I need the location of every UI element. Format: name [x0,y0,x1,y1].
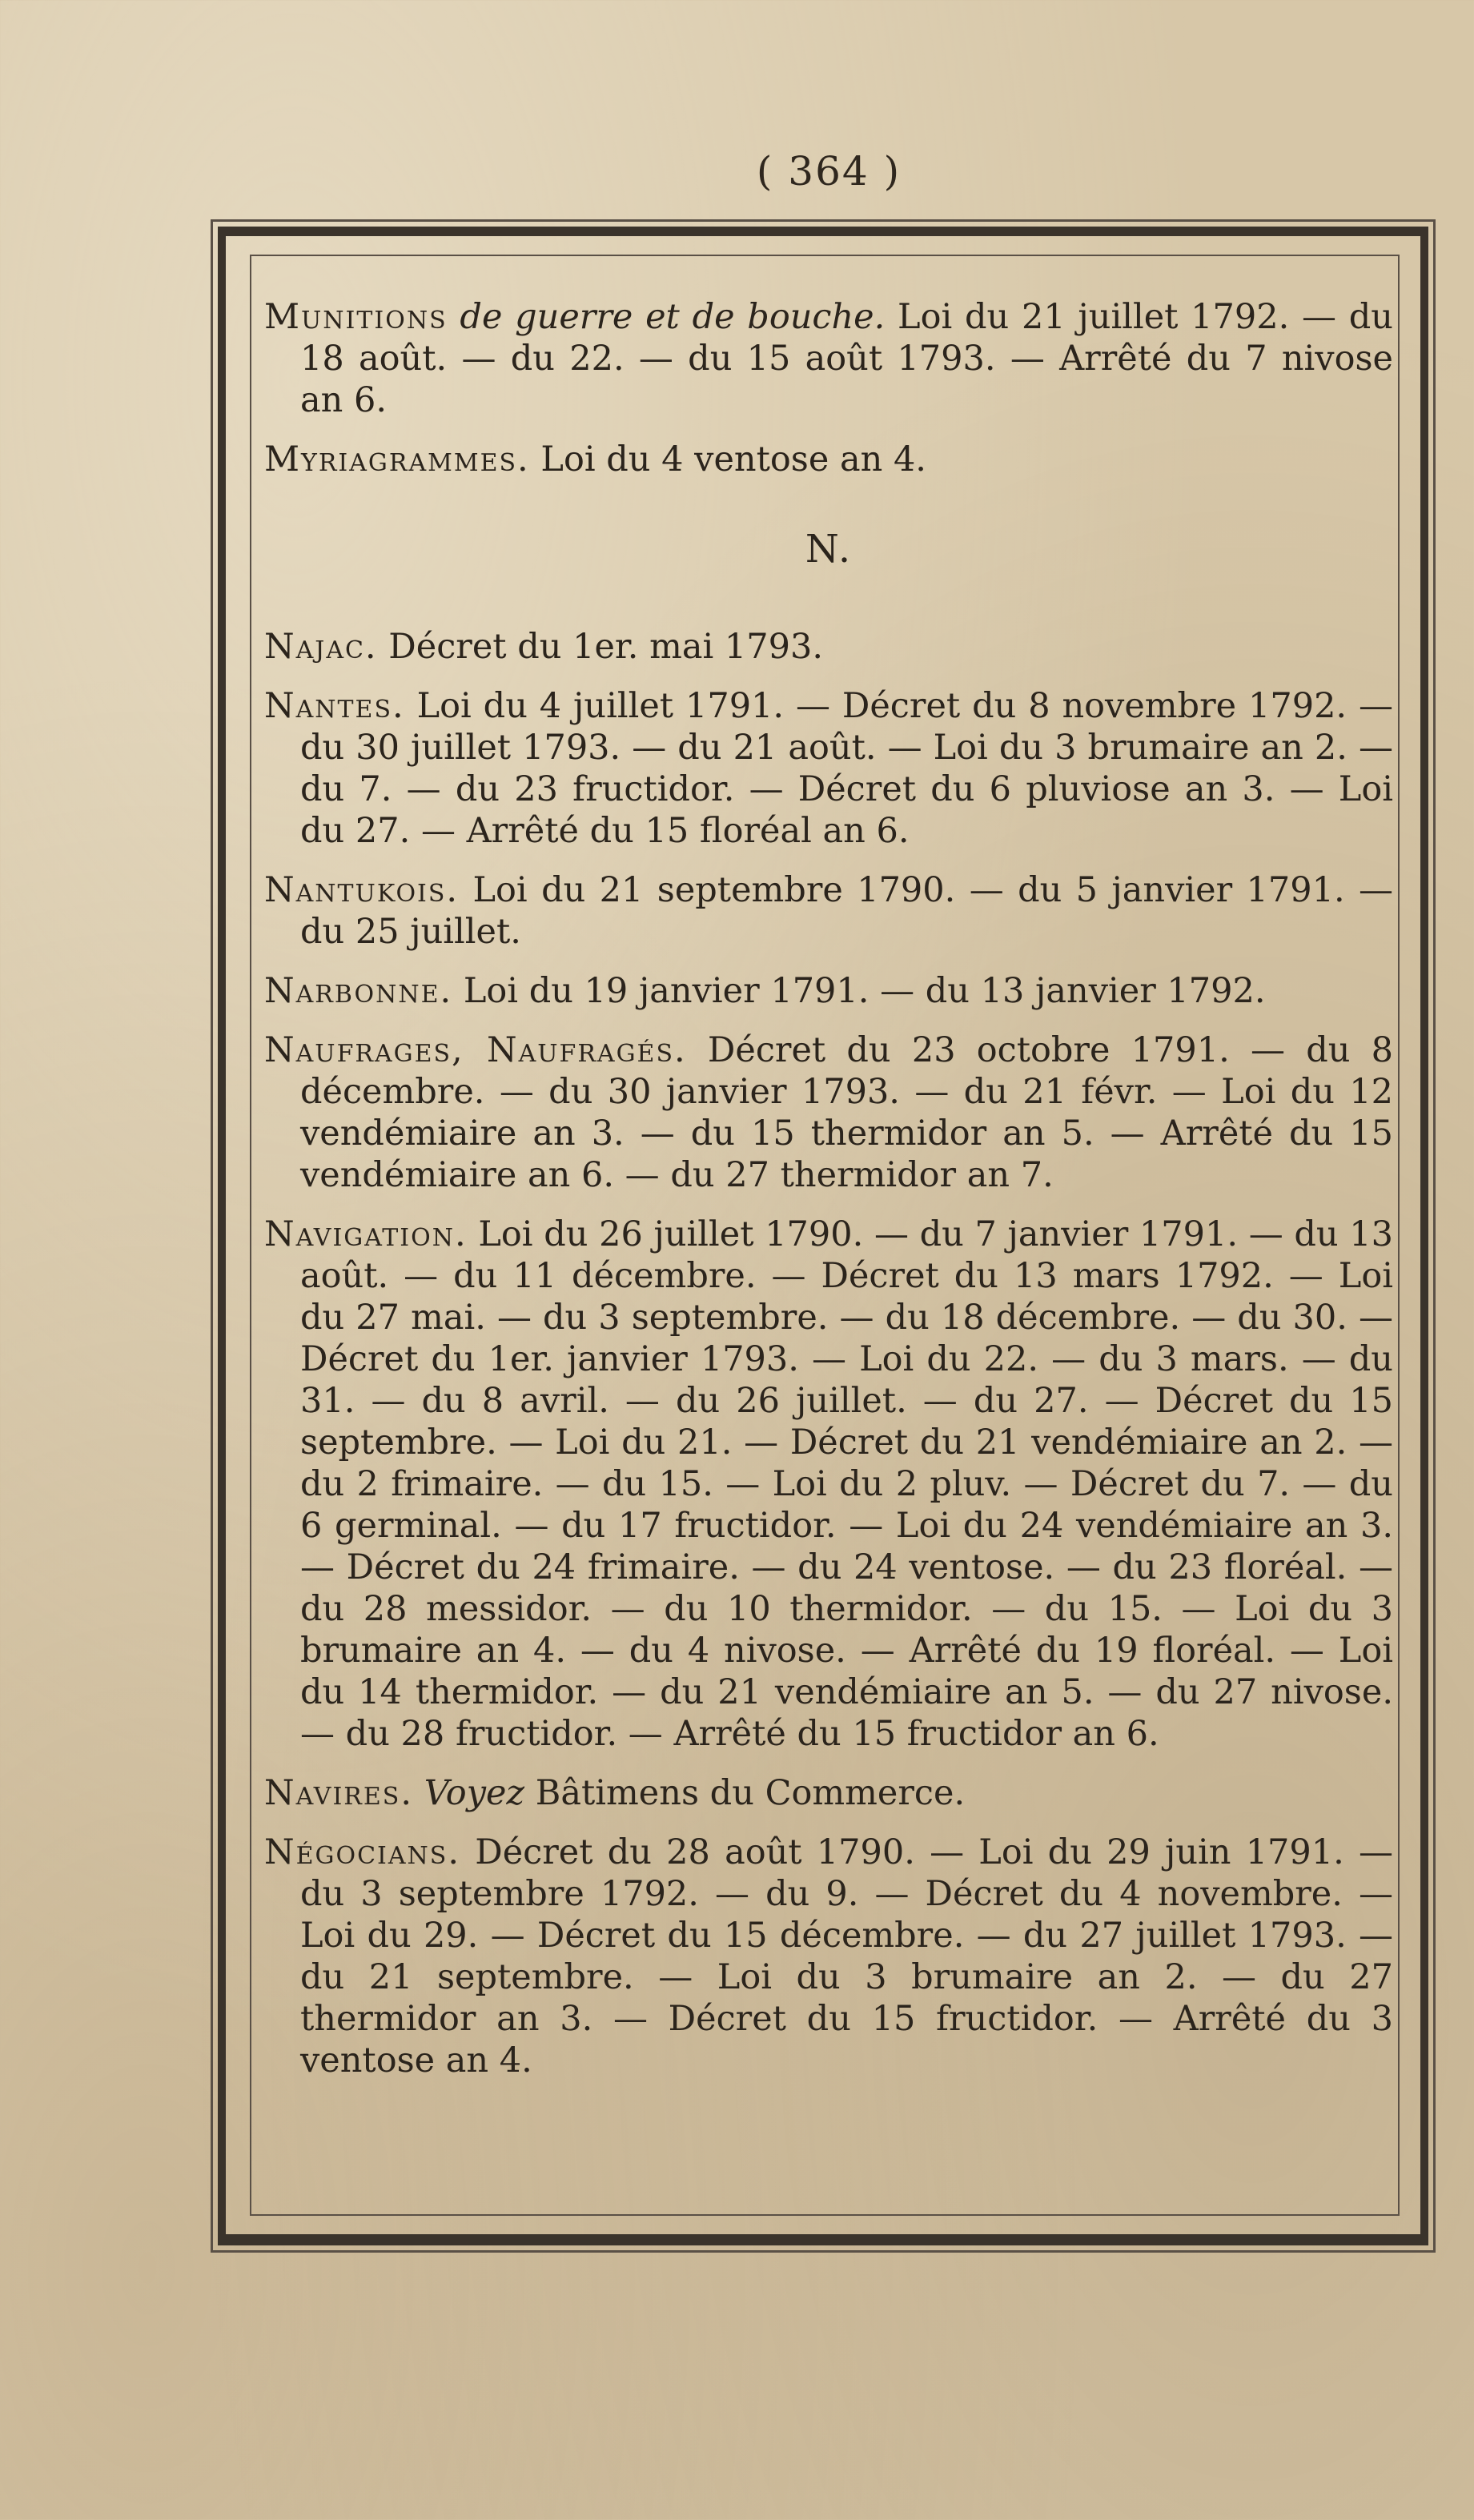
entry-heading: Navigation. [264,1214,468,1254]
entry-italic: de guerre et de bouche. [447,297,886,337]
entry-references: Loi du 4 juillet 1791. — Décret du 8 novembre 1792. — du 30 juillet 1793. — du 21 août. — Loi du 3 brumaire an 2. — du 7. — du 23 fructidor. — Décret du 6 pluviose an 3. — Loi du 27. — Arrêté du 15 floréal an 6. [300,686,1393,851]
index-entry-navigation [264,1214,1393,1755]
index-entry-nantes [264,685,1393,852]
entry-heading: Naufrages, Naufragés. [264,1030,687,1070]
index-entry-najac [264,626,1393,668]
page-number: ( 364 ) [756,148,902,195]
index-entry-negocians [264,1832,1393,2081]
index-entry-naufrages [264,1029,1393,1196]
section-letter: N. [805,527,853,572]
entry-heading: Myriagrammes. [264,439,530,480]
index-content [264,296,1393,2099]
entry-references: Loi du 26 juillet 1790. — du 7 janvier 1791. — du 13 août. — du 11 décembre. — Décret du 13 mars 1792. — Loi du 27 mai. — du 3 septembre. — du 18 décembre. — du 30. — Décret du 1er. janvier 1793. — Loi du 22. — du 3 mars. — du 31. — du 8 avril. — du 26 juillet. — du 27. — Décret du 15 septembre. — Loi du 21. — Décret du 21 vendémiaire an 2. — du 2 frimaire. — du 15. — Loi du 2 pluv. — Décret du 7. — du 6 germinal. — du 17 fructidor. — Loi du 24 vendémiaire an 3. — Décret du 24 frimaire. — du 24 ventose. — du 23 floréal. — du 28 messidor. — du 10 thermidor. — du 15. — Loi du 3 brumaire an 4. — du 4 nivose. — Arrêté du 19 floréal. — Loi du 14 thermidor. — du 21 vendémiaire an 5. — du 27 nivose. — du 28 fructidor. — Arrêté du 15 fructidor an 6. [300,1214,1393,1754]
index-entry-myriagrammes [264,439,1393,480]
index-entry-narbonne [264,970,1393,1012]
entry-heading: Narbonne. [264,971,453,1011]
index-entry-navires [264,1772,1393,1814]
entry-references: Décret du 1er. mai 1793. [377,627,824,667]
index-entry-munitions [264,296,1393,421]
entry-heading: Nantukois. [264,870,460,910]
entry-heading: Nantes. [264,686,405,726]
entry-references: Bâtimens du Commerce. [524,1773,966,1813]
entry-references: Loi du 4 ventose an 4. [529,439,926,480]
entry-italic: Voyez [413,1773,525,1813]
entry-heading: Négocians. [264,1832,461,1872]
entry-heading: Navires. [264,1773,414,1813]
entry-references: Décret du 28 août 1790. — Loi du 29 juin 1791. — du 3 septembre 1792. — du 9. — Décret du 4 novembre. — Loi du 29. — Décret du 15 décembre. — du 27 juillet 1793. — du 21 septembre. — Loi du 3 brumaire an 2. — du 27 thermidor an 3. — Décret du 15 fructidor. — Arrêté du 3 ventose an 4. [300,1832,1393,2081]
entry-references: Loi du 19 janvier 1791. — du 13 janvier 1792. [452,971,1266,1011]
index-entry-nantukois [264,869,1393,953]
entry-references: Loi du 21 septembre 1790. — du 5 janvier 1791. — du 25 juillet. [300,870,1393,952]
entry-references: Décret du 23 octobre 1791. — du 8 décembre. — du 30 janvier 1793. — du 21 févr. — Loi du 12 vendémiaire an 3. — du 15 thermidor an 5. — Arrêté du 15 vendémiaire an 6. — du 27 thermidor an 7. [300,1030,1393,1195]
entry-heading: Munitions [264,297,448,337]
entry-references: Loi du 21 juillet 1792. — du 18 août. — du 22. — du 15 août 1793. — Arrêté du 7 nivose an 6. [300,297,1393,420]
entry-heading: Najac. [264,627,378,667]
